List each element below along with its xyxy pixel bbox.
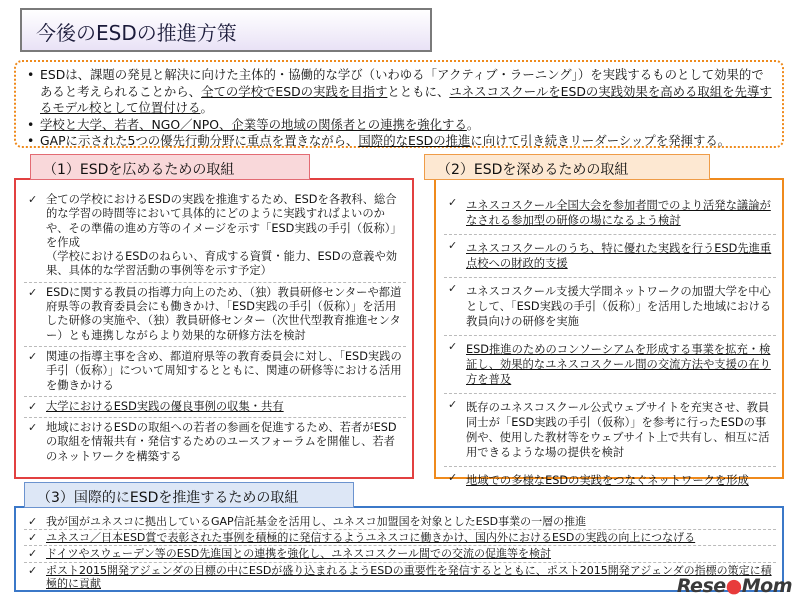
- summary-item: • ESDは、課題の発見と解決に向けた主体的・協働的な学び（いわゆる「アクティブ・ラーニング」）を実践するものとして効果的であると考えられることから、全ての学校でESDの実践を目指すとともに、ユネスコスクールをESDの実践効果を高める取組を先導するモデル校として位置付ける。: [26, 67, 772, 117]
- check-icon: ✓: [448, 239, 458, 252]
- check-icon: ✓: [448, 471, 458, 484]
- list-item: ✓ 我が国がユネスコに拠出しているGAP信託基金を活用し、ユネスコ加盟国を対象としたESD事業の一層の推進: [24, 514, 776, 530]
- list-item: ✓ ESDに関する教員の指導力向上のため、（独）教員研修センターや都道府県等の教育委員会にも働きかけ、「ESD実践の手引（仮称）」を活用した研修の実施や、（独）教員研修センター（次世代型教育推進センター）とも連携しながらより効果的な研修方法を検討: [24, 283, 406, 347]
- section1-title: （1）ESDを広めるための取組: [30, 154, 310, 180]
- summary-box: [14, 60, 784, 148]
- list-item: ✓ 地域におけるESDの取組への若者の参画を促進するため、若者がESDの取組を情報共有・発信するためのユースフォーラムを開催し、若者のネットワークを構築する: [28, 421, 397, 463]
- section3-box: [14, 506, 784, 592]
- section2-box: [434, 178, 784, 487]
- list-item: ✓ ユネスコスクール全国大会を参加者間でのより活発な議論がなされる参加型の研修の場になるよう検討: [444, 192, 776, 235]
- check-icon: ✓: [28, 399, 38, 413]
- check-icon: ✓: [448, 196, 458, 209]
- section3-title: （3）国際的にESDを推進するための取組: [24, 482, 354, 508]
- list-item: ✓ 既存のユネスコスクール公式ウェブサイトを充実させ、教員同士が「ESD実践の手引（仮称）」を参考に行ったESDの事例や、使用した教材等をウェブサイト上で共有し、相互に活用できるような場の提供を検討: [444, 394, 776, 467]
- check-icon: ✓: [28, 349, 38, 363]
- section2-title: （2）ESDを深めるための取組: [424, 154, 710, 180]
- check-icon: ✓: [28, 547, 38, 561]
- section1-box: [14, 178, 414, 479]
- list-item: ✓ 大学におけるESD実践の優良事例の収集・共有: [24, 397, 406, 418]
- page-title: 今後のESDの推進方策: [20, 8, 432, 52]
- check-icon: ✓: [448, 340, 458, 353]
- check-icon: ✓: [28, 193, 38, 206]
- summary-item: • 学校と大学、若者、NGO／NPO、企業等の地域の関係者との連携を強化する。: [26, 117, 772, 134]
- check-icon: ✓: [28, 285, 38, 299]
- list-item: ✓ 地域での多様なESDの実践をつなぐネットワークを形成: [448, 471, 749, 487]
- list-item: ✓ ドイツやスウェーデン等のESD先進国との連携を強化し、ユネスコスクール間での交流の促進等を検討: [24, 546, 776, 562]
- summary-item: • GAPに示された5つの優先行動分野に重点を置きながら、国際的なESDの推進に向けて引き続きリーダーシップを発揮する。: [26, 133, 772, 150]
- check-icon: ✓: [28, 563, 38, 577]
- list-item: ✓ ユネスコスクールのうち、特に優れた実践を行うESD先進重点校への財政的支援: [444, 235, 776, 278]
- list-item: ✓ ポスト2015開発アジェンダの目標の中にESDが盛り込まれるようESDの重要性を発信するとともに、ポスト2015開発アジェンダの指標の策定に積極的に貢献: [28, 563, 772, 590]
- check-icon: ✓: [28, 515, 38, 528]
- list-item: ✓ 関連の指導主事を含め、都道府県等の教育委員会に対し、「ESD実践の手引（仮称）」について周知するとともに、関連の研修等における活用を働きかける: [24, 347, 406, 397]
- list-item: ✓ ユネスコ／日本ESD賞で表彰された事例を積極的に発信するようユネスコに働きかけ、国内外におけるESDの実践の向上につなげる: [24, 530, 776, 546]
- check-icon: ✓: [28, 531, 38, 545]
- check-icon: ✓: [448, 282, 458, 295]
- resemom-logo: Rese●Mom: [676, 575, 792, 597]
- check-icon: ✓: [28, 421, 38, 435]
- list-item: ✓ 全ての学校におけるESDの実践を推進するため、ESDを各教科、総合的な学習の時間等において具体的にどのように実践すればよいのかや、その準備の進め方等のイメージを示す「ESD実践の手引（仮称）」を作成 （学校におけるESDのねらい、育成する資質・能力、ESDの意義や効果、具体的な学習活動の事例等を示す予定）: [24, 190, 406, 283]
- list-item: ✓ ユネスコスクール支援大学間ネットワークの加盟大学を中心として、「ESD実践の手引（仮称）」を活用した地域における教員向けの研修を実施: [444, 278, 776, 336]
- check-icon: ✓: [448, 398, 458, 411]
- list-item: ✓ ESD推進のためのコンソーシアムを形成する事業を拡充・検証し、効果的なユネスコスクール間の交流方法や支援の在り方を普及: [444, 336, 776, 394]
